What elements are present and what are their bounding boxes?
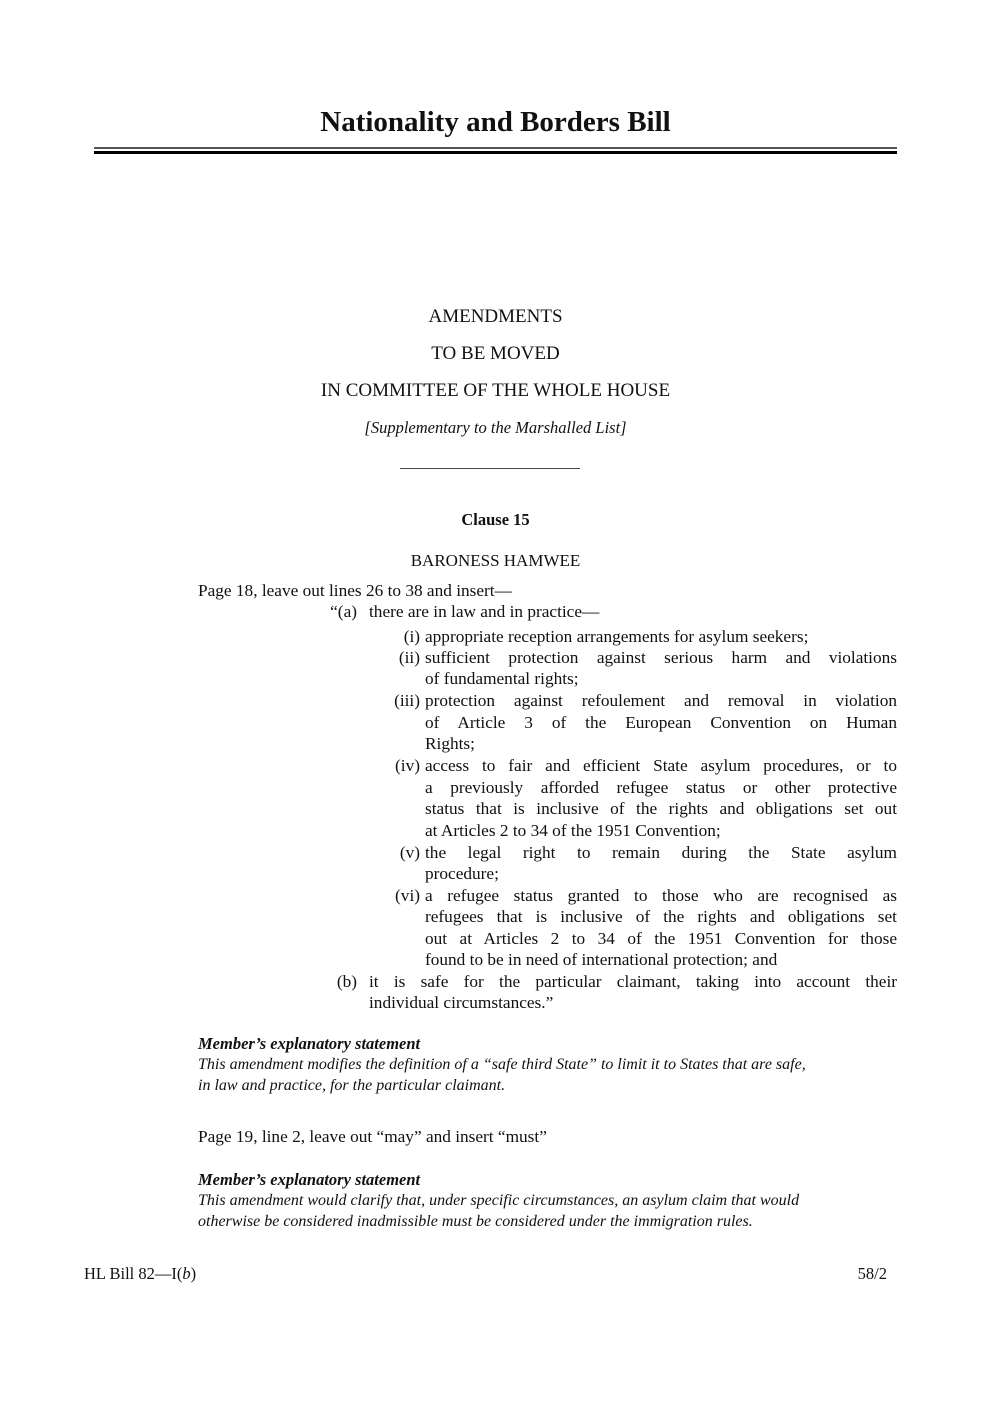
explanatory-statement-text bbox=[198, 1054, 898, 1096]
item-vi-line: found to be in need of international protection; and bbox=[425, 950, 778, 969]
heading-to-be-moved: TO BE MOVED bbox=[431, 343, 560, 364]
amendment-1-instruction: Page 18, leave out lines 26 to 38 and insert— bbox=[198, 581, 512, 600]
bill-ref-letter: b bbox=[182, 1264, 191, 1283]
item-ii-label: (ii) bbox=[398, 648, 420, 667]
item-iv-line: a previously afforded refugee status or other protective bbox=[425, 778, 897, 797]
explanatory-statement-heading: Member’s explanatory statement bbox=[198, 1034, 421, 1053]
item-iii-label: (iii) bbox=[394, 691, 420, 710]
statement-line: This amendment would clarify that, under specific circumstances, an asylum claim that would bbox=[198, 1192, 800, 1209]
item-vi-line: a refugee status granted to those who are recognised as bbox=[425, 886, 897, 905]
section-divider bbox=[400, 468, 580, 469]
clause-title: Clause 15 bbox=[461, 510, 530, 529]
item-iii-line: Rights; bbox=[425, 734, 475, 753]
item-ii-line: sufficient protection against serious harm and violations bbox=[425, 648, 897, 667]
item-i-line: appropriate reception arrangements for asylum seekers; bbox=[425, 627, 809, 646]
item-iii-line: of Article 3 of the European Convention on Human bbox=[425, 713, 897, 732]
title-rule-thin bbox=[94, 147, 897, 149]
item-iv-line: status that is inclusive of the rights and obligations set out bbox=[425, 799, 897, 818]
amendment-2-instruction: Page 19, line 2, leave out “may” and insert “must” bbox=[198, 1127, 547, 1146]
item-ii-line: of fundamental rights; bbox=[425, 669, 579, 688]
para-b-line: individual circumstances.” bbox=[369, 993, 554, 1012]
item-i-label: (i) bbox=[403, 627, 420, 646]
bill-reference bbox=[84, 1264, 196, 1284]
para-a-label: “(a) bbox=[330, 602, 357, 621]
item-v-line: the legal right to remain during the State asylum bbox=[425, 843, 897, 862]
statement-line: otherwise be considered inadmissible must be considered under the immigration rules. bbox=[198, 1213, 753, 1230]
heading-committee: IN COMMITTEE OF THE WHOLE HOUSE bbox=[320, 380, 671, 401]
bill-ref-suffix: ) bbox=[190, 1264, 197, 1283]
item-vi-label: (vi) bbox=[395, 886, 420, 905]
explanatory-statement-text bbox=[198, 1190, 898, 1232]
bill-title: Nationality and Borders Bill bbox=[320, 106, 671, 138]
para-b-label: (b) bbox=[336, 972, 357, 991]
item-vi-line: out at Articles 2 to 34 of the 1951 Convention for those bbox=[425, 929, 897, 948]
item-iv-line: access to fair and efficient State asylum procedures, or to bbox=[425, 756, 897, 775]
member-name: BARONESS HAMWEE bbox=[410, 551, 581, 570]
heading-subtitle: [Supplementary to the Marshalled List] bbox=[364, 418, 627, 437]
page-reference: 58/2 bbox=[857, 1264, 887, 1283]
item-v-line: procedure; bbox=[425, 864, 499, 883]
bill-ref-prefix: HL Bill 82—I( bbox=[84, 1264, 183, 1283]
item-iv-label: (iv) bbox=[395, 756, 420, 775]
statement-line: in law and practice, for the particular claimant. bbox=[198, 1077, 506, 1094]
statement-line: This amendment modifies the definition of a “safe third State” to limit it to States that are safe, bbox=[198, 1056, 806, 1073]
heading-amendments: AMENDMENTS bbox=[428, 306, 563, 327]
para-a-text: there are in law and in practice— bbox=[369, 602, 600, 621]
item-vi-line: refugees that is inclusive of the rights and obligations set bbox=[425, 907, 897, 926]
explanatory-statement-heading: Member’s explanatory statement bbox=[198, 1170, 421, 1189]
title-rule-thick bbox=[94, 151, 897, 154]
item-iv-line: at Articles 2 to 34 of the 1951 Convention; bbox=[425, 821, 721, 840]
item-v-label: (v) bbox=[399, 843, 420, 862]
item-iii-line: protection against refoulement and removal in violation bbox=[425, 691, 897, 710]
para-b-line: it is safe for the particular claimant, taking into account their bbox=[369, 972, 897, 991]
